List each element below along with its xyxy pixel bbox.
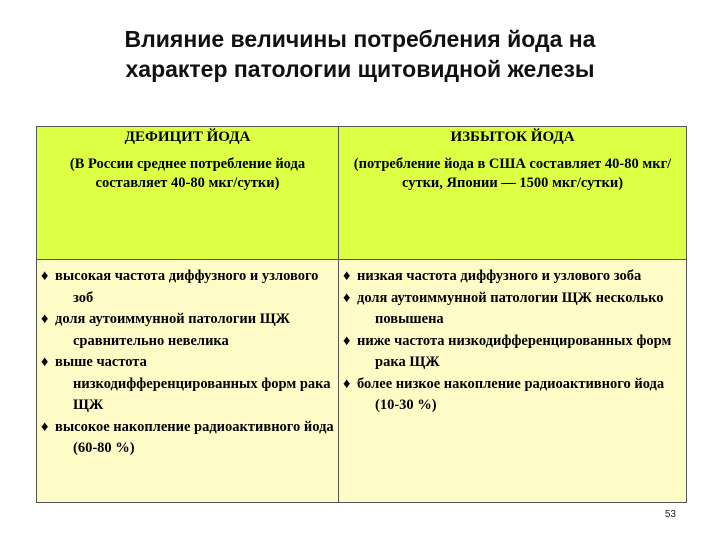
deficit-header-cell	[37, 127, 339, 260]
comparison-table	[36, 126, 687, 503]
list-item: ♦ доля аутоиммунной патологии ЩЖ несколько повышена	[343, 289, 664, 327]
diamond-bullet-icon: ♦	[41, 354, 49, 370]
title-line-2: характер патологии щитовидной железы	[125, 56, 595, 82]
excess-header-cell	[339, 127, 687, 260]
list-item: ♦ выше частота низкодифференцированных форм рака ЩЖ	[41, 354, 331, 413]
diamond-bullet-icon: ♦	[343, 375, 351, 392]
deficit-heading: ДЕФИЦИТ ЙОДА	[124, 129, 251, 145]
excess-list	[339, 260, 687, 503]
list-item: ♦ ниже частота низкодифференцированных форм рака ЩЖ	[343, 332, 672, 370]
list-item: ♦ низкая частота диффузного и узлового зоба	[343, 266, 682, 288]
header-row	[37, 127, 687, 260]
diamond-bullet-icon: ♦	[343, 332, 351, 349]
deficit-note: (В России среднее потребление йода составляет 40-80 мкг/сутки)	[69, 156, 306, 191]
diamond-bullet-icon: ♦	[41, 311, 49, 327]
list-item: ♦ высокое накопление радиоактивного йода (60-80 %)	[41, 418, 334, 456]
excess-heading: ИЗБЫТОК ЙОДА	[450, 129, 575, 145]
diamond-bullet-icon: ♦	[41, 268, 49, 284]
list-item: ♦ более низкое накопление радиоактивного йода (10-30 %)	[343, 375, 665, 413]
page-number: 53	[664, 509, 676, 520]
slide-title	[0, 24, 720, 84]
excess-note: (потребление йода в США составляет 40-80 мкг/сутки, Японии — 1500 мкг/сутки)	[353, 156, 672, 191]
diamond-bullet-icon: ♦	[343, 268, 351, 284]
diamond-bullet-icon: ♦	[343, 289, 351, 306]
deficit-list	[37, 260, 339, 503]
body-row	[37, 260, 687, 503]
diamond-bullet-icon: ♦	[41, 418, 49, 435]
list-item: ♦ доля аутоиммунной патологии ЩЖ сравнительно невелика	[41, 311, 291, 349]
title-line-1: Влияние величины потребления йода на	[124, 26, 596, 52]
list-item: ♦ высокая частота диффузного и узлового зоб	[41, 268, 319, 306]
